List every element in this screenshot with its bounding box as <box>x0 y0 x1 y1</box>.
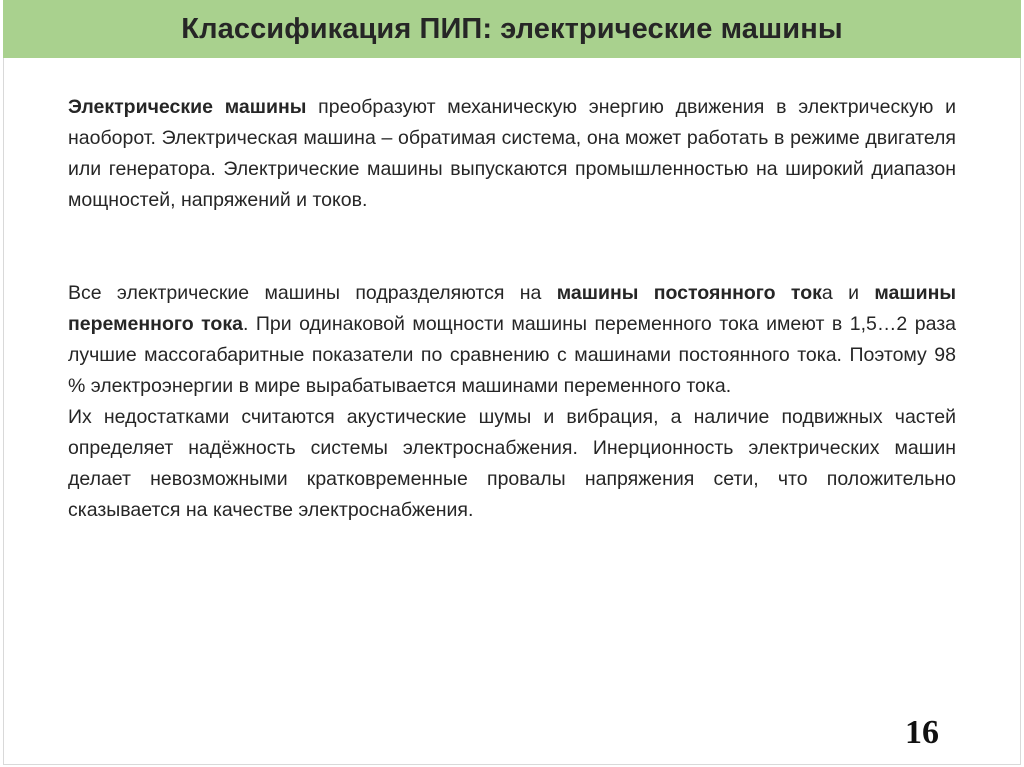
paragraph-classification-text-c: . При одинаковой мощности машины переменного тока имеют в 1,5…2 раза лучшие массогабаритные показатели по сравнению с машинами постоянного тока. Поэтому 98 % электроэнергии в мире вырабатывается машинами переменного тока. <box>68 313 956 397</box>
paragraph-classification-text-b: а и <box>821 282 875 304</box>
bold-term-ac-machines: машины переменного тока <box>68 282 956 335</box>
paragraph-intro <box>68 92 956 216</box>
title-bar <box>3 0 1021 58</box>
bold-term-dc-machines: машины постоянного ток <box>556 282 822 304</box>
paragraph-classification <box>68 278 956 402</box>
slide-content <box>68 92 956 526</box>
bold-term-electric-machines: Электрические машины <box>68 96 307 118</box>
paragraph-intro-text: преобразуют механическую энергию движения в электрическую и наоборот. Электрическая машина – обратимая система, она может работать в режиме двигателя или генератора. Электрические машины выпускаются промышленностью на широкий диапазон мощностей, напряжений и токов. <box>68 96 956 211</box>
paragraph-drawbacks: Их недостатками считаются акустические шумы и вибрация, а наличие подвижных частей определяет надёжность системы электроснабжения. Инерционность электрических машин делает невозможными кратковременные провалы напряжения сети, что положительно сказывается на качестве электроснабжения. <box>68 406 956 521</box>
paragraph-classification-text-a: Все электрические машины подразделяются на <box>68 282 557 304</box>
slide-title: Классификация ПИП: электрические машины <box>181 12 843 45</box>
page-number: 16 <box>905 714 939 751</box>
